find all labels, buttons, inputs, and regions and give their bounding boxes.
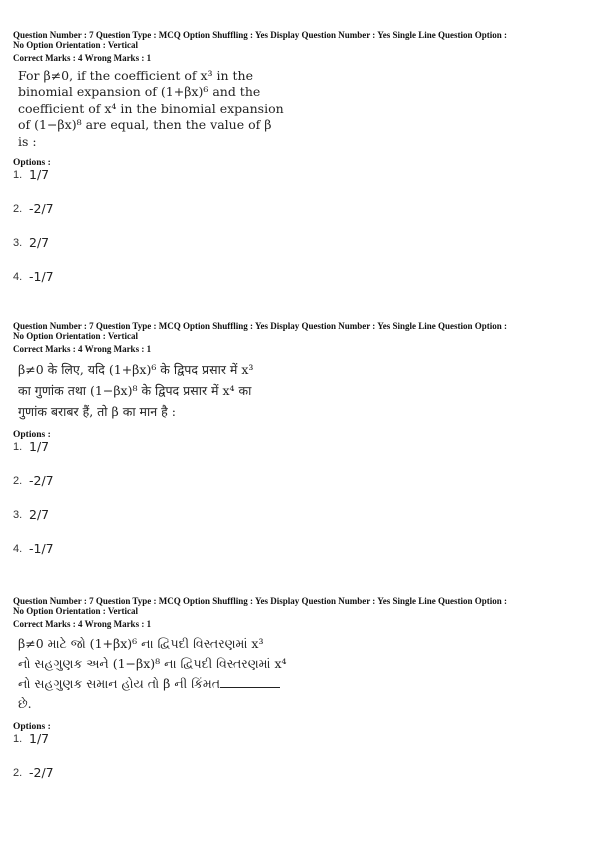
option-value: 2/7: [29, 235, 50, 250]
question-text-line: का गुणांक तथा (1−βx)⁸ के द्विपद प्रसार में x⁴ का: [18, 382, 252, 398]
answer-blank: [220, 677, 280, 688]
option-2[interactable]: [13, 202, 583, 236]
options-label: Options :: [13, 158, 51, 168]
question-meta-line1: Question Number : 7 Question Type : MCQ Option Shuffling : Yes Display Question Number : Yes Single Line Question Option :: [13, 321, 507, 331]
option-1[interactable]: [13, 168, 583, 202]
option-value: 1/7: [29, 438, 50, 454]
option-number: 3.: [13, 508, 23, 521]
question-block-english: [13, 31, 583, 304]
option-value: -1/7: [29, 269, 54, 284]
option-1[interactable]: [13, 732, 583, 766]
option-4[interactable]: [13, 270, 583, 304]
question-text: [13, 359, 583, 422]
question-block-gujarati: [13, 597, 583, 800]
question-meta-line2: No Option Orientation : Vertical: [13, 39, 138, 50]
option-number: 3.: [13, 237, 23, 249]
question-meta: [13, 322, 583, 355]
question-text-line: गुणांक बराबर हैं, तो β का मान है :: [18, 403, 176, 419]
option-2[interactable]: [13, 766, 583, 800]
question-text-line: નો સહગુણક અને (1−βx)⁸ ના દ્વિપદી વિસ્તરણમાં x⁴: [18, 655, 287, 671]
question-text-line: β≠0 માટે જો (1+βx)⁶ ના દ્વિપદી વિસ્તરણમાં x³: [18, 635, 264, 651]
question-text: [13, 634, 583, 714]
question-meta-line2: No Option Orientation : Vertical: [13, 605, 138, 616]
options-label: Options :: [13, 721, 51, 732]
question-text-line: coefficient of x⁴ in the binomial expansion: [18, 100, 284, 116]
option-number: 2.: [13, 203, 23, 215]
question-marks: Correct Marks : 4 Wrong Marks : 1: [13, 53, 152, 63]
option-number: 2.: [13, 766, 23, 779]
option-number: 1.: [13, 169, 23, 181]
question-meta-line1: Question Number : 7 Question Type : MCQ Option Shuffling : Yes Display Question Number : Yes Single Line Question Option :: [13, 596, 507, 606]
option-number: 1.: [13, 440, 23, 453]
question-text-line: છે.: [18, 695, 32, 711]
option-value: 2/7: [29, 506, 50, 522]
question-text-line: For β≠0, if the coefficient of x³ in the: [18, 67, 254, 83]
option-number: 4.: [13, 271, 23, 283]
question-meta: [13, 597, 583, 630]
question-meta: [13, 31, 583, 64]
option-value: -2/7: [29, 764, 54, 780]
question-meta-line1: Question Number : 7 Question Type : MCQ Option Shuffling : Yes Display Question Number : Yes Single Line Question Option :: [13, 30, 507, 40]
option-value: 1/7: [29, 730, 50, 746]
option-3[interactable]: [13, 508, 583, 542]
question-meta-line2: No Option Orientation : Vertical: [13, 330, 138, 341]
option-value: 1/7: [29, 167, 50, 182]
option-2[interactable]: [13, 474, 583, 508]
option-number: 1.: [13, 732, 23, 745]
question-text: [13, 68, 583, 151]
option-3[interactable]: [13, 236, 583, 270]
option-1[interactable]: [13, 440, 583, 474]
question-text-line: of (1−βx)⁸ are equal, then the value of β: [18, 117, 272, 132]
option-value: -1/7: [29, 540, 54, 556]
question-text-line: binomial expansion of (1+βx)⁶ and the: [18, 84, 261, 99]
question-text-line: નો સહગુણક સમાન હોય તો β ની કિંમત: [18, 675, 220, 691]
options-label: Options :: [13, 429, 51, 440]
option-number: 2.: [13, 474, 23, 487]
question-text-line: β≠0 के लिए, यदि (1+βx)⁶ के द्विपद प्रसार में x³: [18, 361, 254, 377]
question-marks: Correct Marks : 4 Wrong Marks : 1: [13, 619, 152, 629]
question-marks: Correct Marks : 4 Wrong Marks : 1: [13, 344, 152, 354]
question-block-hindi: [13, 322, 583, 576]
option-4[interactable]: [13, 542, 583, 576]
option-value: -2/7: [29, 472, 54, 488]
question-text-line: is :: [18, 133, 37, 149]
option-value: -2/7: [29, 201, 54, 216]
option-number: 4.: [13, 542, 23, 555]
